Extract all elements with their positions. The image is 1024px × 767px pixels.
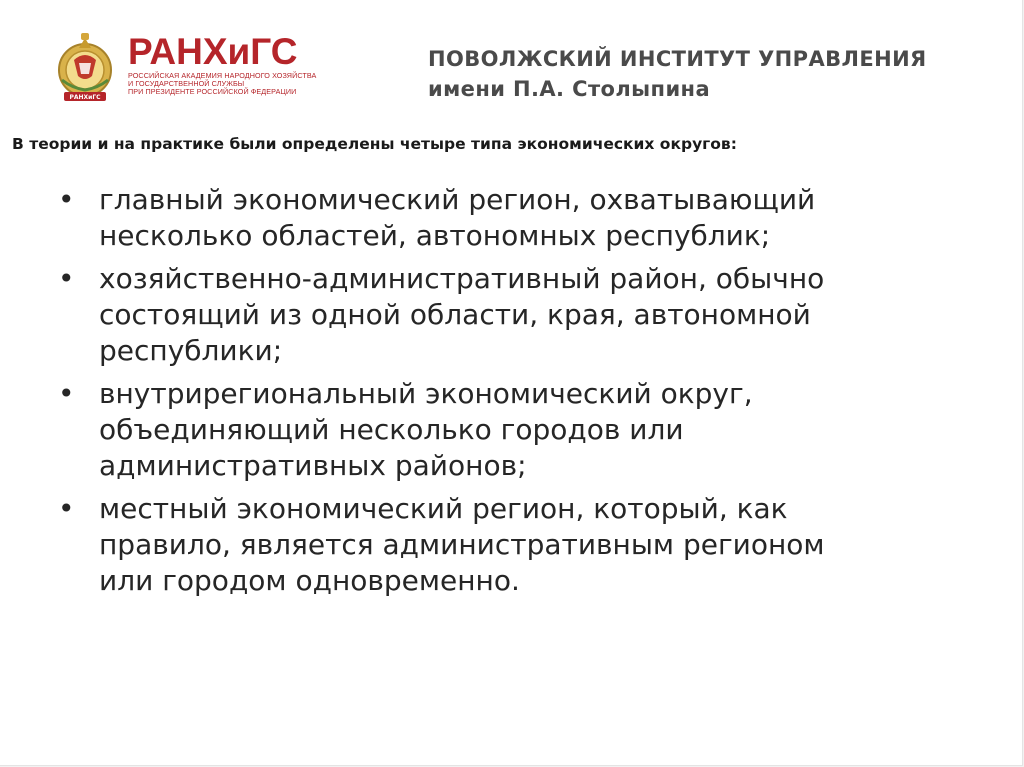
bullet-item (58, 182, 958, 254)
ranepa-logo-name: РАНХиГС (128, 31, 298, 72)
institute-title-line: имени П.А. Столыпина (428, 77, 711, 101)
bullet-line: административных районов; (99, 449, 527, 482)
bullet-item (58, 261, 958, 369)
institute-title-line: ПОВОЛЖСКИЙ ИНСТИТУТ УПРАВЛЕНИЯ (428, 47, 927, 71)
ranepa-logo-subtitle-line: РОССИЙСКАЯ АКАДЕМИЯ НАРОДНОГО ХОЗЯЙСТВА (128, 71, 317, 80)
bullet-icon: • (58, 492, 75, 525)
bullet-line: объединяющий несколько городов или (99, 413, 684, 446)
bullet-icon: • (58, 262, 75, 295)
bullet-line: состоящий из одной области, края, автономной (99, 298, 811, 331)
bullet-line: правило, является административным регионом (99, 528, 825, 561)
intro-text: В теории и на практике были определены четыре типа экономических округов: (12, 135, 737, 153)
bullet-line: главный экономический регион, охватывающий (99, 183, 816, 216)
svg-text:РАНХиГС: РАНХиГС (69, 94, 101, 101)
ranepa-emblem-icon (52, 30, 118, 108)
bullet-line: хозяйственно-административный район, обычно (99, 262, 825, 295)
bullet-line: местный экономический регион, который, как (99, 492, 788, 525)
bullet-icon: • (58, 183, 75, 216)
bullet-line: внутрирегиональный экономический округ, (99, 377, 753, 410)
bullet-line: республики; (99, 334, 283, 367)
ranepa-logo-subtitle-line: И ГОСУДАРСТВЕННОЙ СЛУЖБЫ (128, 79, 245, 89)
institute-title (428, 44, 927, 104)
bullet-line: или городом одновременно. (99, 564, 520, 597)
ranepa-logo (128, 32, 318, 108)
bullet-item (58, 376, 958, 484)
bullet-line: несколько областей, автономных республик; (99, 219, 771, 252)
bullet-icon: • (58, 377, 75, 410)
ranepa-logo-subtitle-line: ПРИ ПРЕЗИДЕНТЕ РОССИЙСКОЙ ФЕДЕРАЦИИ (128, 87, 297, 97)
bullet-item (58, 491, 958, 599)
bullet-list (58, 182, 958, 606)
